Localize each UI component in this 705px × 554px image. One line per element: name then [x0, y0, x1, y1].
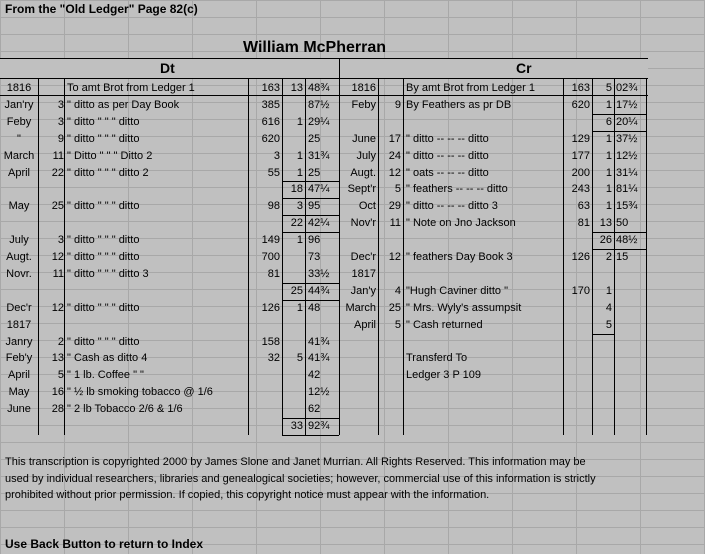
debit-description: " 2 lb Tobacco 2/6 & 1/6 — [67, 403, 183, 416]
credit-day: 29 — [388, 200, 401, 213]
credit-pounds: 620 — [571, 98, 590, 111]
credit-shillings: 13 — [599, 217, 612, 230]
account-name: William McPherran — [243, 39, 387, 56]
debit-subtotal-rule — [282, 181, 339, 182]
debit-shillings: 13 — [290, 82, 303, 94]
credit-description: " feathers -- -- -- ditto — [406, 183, 508, 196]
debit-day: 9 — [57, 132, 64, 145]
debit-pence: 31¾ — [308, 149, 330, 162]
column-rule — [38, 78, 39, 435]
debit-pence: 44¾ — [308, 284, 330, 297]
credit-shillings: 4 — [605, 301, 612, 314]
credit-month: Jan'y — [350, 284, 376, 297]
section-divider — [339, 58, 340, 78]
credit-pence: 37½ — [616, 132, 638, 145]
credit-day: 24 — [388, 149, 401, 162]
debit-day: 2 — [57, 335, 64, 348]
credit-shillings: 1 — [605, 166, 612, 179]
debit-pence: 25 — [308, 132, 321, 145]
debit-month: June — [7, 403, 31, 416]
credit-pence: 50 — [616, 217, 629, 230]
debit-pence: 25 — [308, 166, 321, 179]
debit-pence: 95 — [308, 200, 321, 213]
credit-description: " feathers Day Book 3 — [406, 251, 513, 263]
column-rule — [646, 78, 647, 435]
credit-month: Augt. — [350, 166, 376, 179]
debit-pence: 42¼ — [308, 217, 330, 230]
credit-pounds: 163 — [571, 82, 590, 94]
credit-shillings: 1 — [605, 149, 612, 162]
debit-day: 11 — [52, 149, 64, 162]
credit-description: " Note on Jno Jackson — [406, 217, 516, 230]
debit-pence: 73 — [308, 251, 321, 263]
copyright-line-2: used by individual researchers, libraries and genealogical societies; however, commercial use of this information is strictly — [5, 473, 596, 485]
debit-month: July — [9, 234, 29, 247]
credit-subtotal-rule — [592, 114, 646, 115]
debit-pence: 33½ — [308, 267, 330, 280]
credit-day: 5 — [394, 183, 401, 196]
debit-pounds: 616 — [261, 115, 280, 128]
back-button-hint: Use Back Button to return to Index — [5, 537, 204, 551]
credit-month: June — [352, 132, 376, 145]
credit-pence: 81¼ — [616, 183, 638, 196]
debit-day: 12 — [51, 251, 64, 263]
credit-pence: 15 — [616, 251, 629, 263]
debit-pounds: 98 — [267, 200, 280, 213]
credit-pence: 15¾ — [616, 200, 638, 213]
debit-subtotal-rule — [282, 300, 339, 301]
debit-day: 25 — [51, 200, 64, 213]
debit-pounds: 3 — [273, 149, 280, 162]
debit-month: " — [17, 132, 21, 145]
debit-month: Jan'ry — [4, 98, 34, 111]
credit-month: Nov'r — [350, 217, 376, 230]
credit-subtotal-rule — [592, 249, 646, 250]
debit-month: April — [7, 369, 30, 382]
debit-pence: 48 — [308, 301, 321, 314]
debit-description: " ditto as per Day Book — [67, 98, 180, 111]
debit-pounds: 81 — [267, 267, 280, 280]
credit-shillings: 5 — [605, 318, 612, 331]
credit-month: Sept'r — [347, 183, 376, 196]
debit-description: " Cash as ditto 4 — [67, 352, 148, 365]
credit-description: " ditto -- -- -- ditto 3 — [406, 200, 498, 213]
credit-month: 1816 — [351, 82, 376, 94]
debit-description: " Ditto " " " Ditto 2 — [67, 149, 153, 162]
debit-pounds: 126 — [261, 301, 280, 314]
column-rule — [305, 78, 306, 435]
copyright-line-3: prohibited without prior permission. If copied, this copyright notice must appear with the information. — [5, 489, 490, 501]
credit-pounds: 129 — [571, 132, 590, 145]
debit-pence: 92¾ — [308, 420, 330, 432]
debit-description: " ditto " " " ditto — [67, 301, 140, 314]
copyright-line-1: This transcription is copyrighted 2000 by James Slone and Janet Murrian. All Rights Reserved. This information may be — [5, 456, 586, 468]
debit-description: " ditto " " " ditto — [67, 115, 140, 128]
debit-month: May — [8, 386, 30, 399]
debit-day: 11 — [52, 267, 64, 280]
debit-description: " ditto " " " ditto — [67, 200, 140, 213]
debit-pence: 87½ — [308, 98, 330, 111]
debit-day: 12 — [51, 301, 64, 314]
debit-day: 5 — [57, 369, 64, 382]
debit-month: 1817 — [6, 318, 32, 331]
debit-pence: 29¼ — [308, 115, 330, 128]
credit-pounds: 243 — [571, 183, 590, 196]
debit-pence: 41¾ — [308, 335, 330, 348]
debit-pounds: 385 — [261, 98, 280, 111]
credit-pounds: 63 — [577, 200, 590, 213]
credit-description: " Cash returned — [406, 318, 483, 331]
credit-subtotal-rule — [592, 232, 646, 233]
credit-month: 1817 — [351, 267, 376, 280]
credit-shillings: 2 — [605, 251, 612, 263]
debit-description: " 1 lb. Coffee " " — [67, 369, 144, 382]
credit-pence: 02¾ — [616, 82, 638, 94]
credit-subtotal-rule — [592, 131, 646, 132]
credit-shillings: 26 — [599, 234, 612, 247]
credit-description: " ditto -- -- -- ditto — [406, 132, 489, 145]
debit-month: May — [8, 200, 30, 213]
debit-description: " ½ lb smoking tobacco @ 1/6 — [67, 386, 213, 399]
credit-day: 17 — [388, 132, 401, 145]
debit-subtotal-rule — [282, 283, 339, 284]
debit-pence: 62 — [308, 403, 321, 416]
debit-pounds: 32 — [267, 352, 280, 365]
credit-pence: 48½ — [616, 234, 638, 247]
debit-pence: 47¼ — [308, 183, 330, 196]
credit-pounds: 200 — [571, 166, 590, 179]
first-row-rule — [0, 95, 648, 96]
column-rule — [282, 78, 283, 435]
debit-subtotal-rule — [282, 418, 339, 419]
debit-pence: 12½ — [308, 386, 330, 399]
debit-shillings: 5 — [296, 352, 303, 365]
debit-shillings: 33 — [290, 420, 303, 432]
source-title: From the "Old Ledger" Page 82(c) — [5, 2, 198, 16]
credit-pence: 12½ — [616, 149, 638, 162]
debit-shillings: 1 — [296, 149, 303, 162]
credit-description: " oats -- -- -- ditto — [406, 166, 489, 179]
credit-month: Feby — [351, 98, 376, 111]
credit-description: By amt Brot from Ledger 1 — [406, 82, 535, 94]
credit-month: April — [353, 318, 376, 331]
debit-month: Feby — [6, 115, 32, 128]
debit-day: 3 — [57, 115, 64, 128]
debit-description: " ditto " " " ditto 3 — [67, 267, 149, 280]
debit-day: 28 — [51, 403, 64, 416]
debit-shillings: 3 — [296, 200, 303, 213]
debit-month: Feb'y — [5, 352, 33, 365]
debit-month: March — [3, 149, 35, 162]
credit-month: Oct — [358, 200, 376, 213]
header-top-rule — [0, 58, 648, 59]
debit-pounds: 55 — [267, 166, 280, 179]
debit-day: 22 — [51, 166, 64, 179]
debit-day: 16 — [51, 386, 64, 399]
debit-month: Janry — [5, 335, 33, 348]
debit-shillings: 1 — [296, 234, 303, 247]
credit-month: March — [345, 301, 376, 314]
debit-description: " ditto " " " ditto 2 — [67, 166, 149, 179]
credit-month: Dec'r — [350, 251, 376, 263]
header-bottom-rule — [0, 78, 648, 79]
credit-day: 5 — [394, 318, 401, 331]
credit-day: 12 — [388, 166, 401, 179]
credit-description: Ledger 3 P 109 — [406, 369, 482, 382]
debit-pounds: 149 — [261, 234, 280, 247]
credit-day: 4 — [394, 284, 401, 297]
debit-pounds: 700 — [261, 251, 280, 263]
debit-day: 3 — [57, 234, 64, 247]
ledger-header-row — [0, 58, 648, 78]
credit-pence: 17½ — [616, 98, 638, 111]
debit-pounds: 620 — [261, 132, 280, 145]
debit-pence: 48¾ — [308, 82, 330, 94]
debit-description: " ditto " " " ditto — [67, 234, 140, 247]
debit-pounds: 158 — [261, 335, 280, 348]
credit-shillings: 1 — [605, 284, 612, 297]
credit-pounds: 170 — [571, 284, 590, 297]
credit-day: 25 — [388, 301, 401, 314]
debit-description: " ditto " " " ditto — [67, 251, 140, 263]
debit-month: Novr. — [6, 267, 32, 280]
credit-shillings: 6 — [605, 115, 612, 128]
credit-description: Transferd To — [406, 352, 468, 365]
credit-month: July — [356, 149, 376, 162]
column-rule — [64, 78, 65, 435]
credit-day: 9 — [394, 98, 401, 111]
debit-pounds: 163 — [261, 82, 280, 94]
debit-shillings: 25 — [290, 284, 303, 297]
debit-shillings: 1 — [296, 115, 303, 128]
credit-pence: 31¼ — [616, 166, 638, 179]
debit-description: " ditto " " " ditto — [67, 335, 140, 348]
column-rule — [403, 78, 404, 435]
debit-shillings: 1 — [296, 301, 303, 314]
debit-day: 13 — [51, 352, 64, 365]
debit-shillings: 1 — [296, 166, 303, 179]
debit-pence: 41¾ — [308, 352, 330, 365]
debit-shillings: 22 — [290, 217, 303, 230]
debit-subtotal-rule — [282, 215, 339, 216]
debit-pence: 42 — [308, 369, 321, 382]
credit-pounds: 177 — [571, 149, 590, 162]
credit-description: " ditto -- -- -- ditto — [406, 149, 489, 162]
credit-pence: 20¼ — [616, 115, 638, 128]
credit-shillings: 1 — [605, 200, 612, 213]
credit-shillings: 1 — [605, 132, 612, 145]
debit-subtotal-rule — [282, 232, 339, 233]
credit-day: 12 — [388, 251, 401, 263]
debit-month: Augt. — [6, 251, 32, 263]
credit-subtotal-rule — [592, 334, 614, 335]
debit-shillings: 18 — [290, 183, 303, 196]
credit-description: " Mrs. Wyly's assumpsit — [406, 301, 522, 314]
credit-description: By Feathers as pr DB — [406, 98, 512, 111]
debit-month: 1816 — [6, 82, 32, 94]
credit-shillings: 1 — [605, 98, 612, 111]
credit-description: "Hugh Caviner ditto " — [406, 284, 508, 297]
debit-subtotal-rule — [282, 198, 339, 199]
credit-shillings: 1 — [605, 183, 612, 196]
debit-total-rule — [282, 435, 339, 436]
credit-day: 11 — [389, 217, 401, 230]
debit-header: Dt — [160, 60, 175, 76]
credit-pounds: 81 — [577, 217, 590, 230]
debit-month: April — [7, 166, 30, 179]
debit-pence: 96 — [308, 234, 321, 247]
debit-description: " ditto " " " ditto — [67, 132, 140, 145]
debit-description: To amt Brot from Ledger 1 — [67, 82, 195, 94]
credit-header: Cr — [516, 60, 532, 76]
credit-pounds: 126 — [571, 251, 590, 263]
debit-day: 3 — [57, 98, 64, 111]
debit-month: Dec'r — [6, 301, 32, 314]
credit-shillings: 5 — [605, 82, 612, 94]
